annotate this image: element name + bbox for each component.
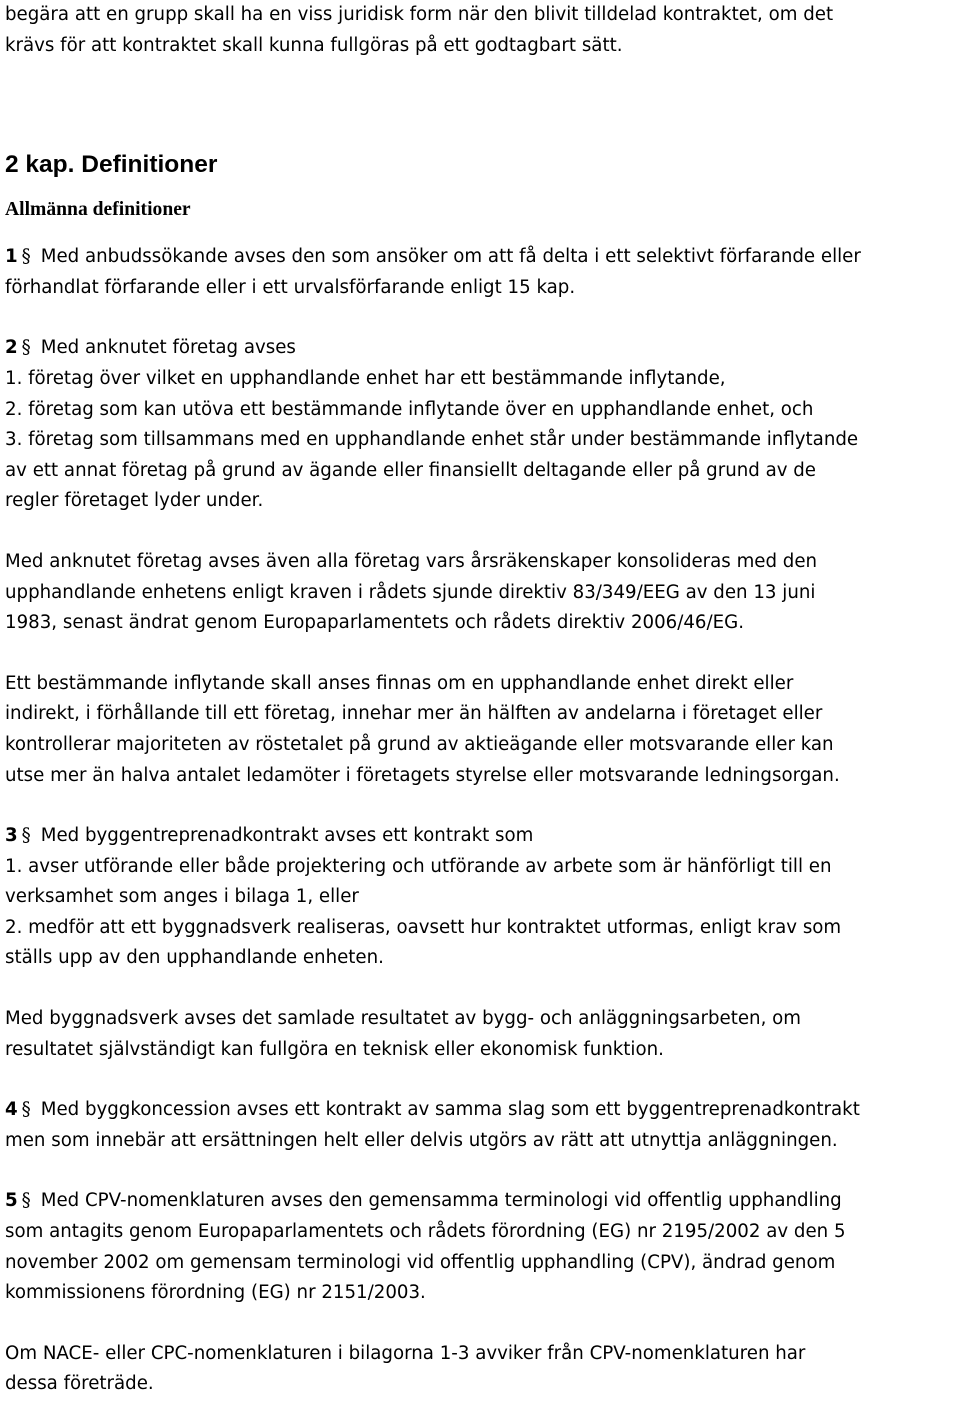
paragraph-2-continuation [5, 547, 957, 639]
paragraph-number: 4 [5, 1099, 18, 1121]
text-line: indirekt, i förhållande till ett företag, innehar mer än hälften av andelarna i företaget eller [5, 703, 823, 725]
section-heading: Allmänna definitioner [5, 199, 191, 221]
paragraph-5-continuation [5, 1339, 957, 1400]
paragraph-number: 3 [5, 825, 18, 847]
text-line: november 2002 om gemensam terminologi vid offentlig upphandling (CPV), ändrad genom [5, 1251, 836, 1273]
paragraph-text: Med anbudssökande avses den som ansöker om att få delta i ett selektivt förfarande eller [40, 246, 861, 268]
paragraph-1 [5, 242, 957, 303]
text-line: men som innebär att ersättningen helt eller delvis utgörs av rätt att utnyttja anläggningen. [5, 1129, 838, 1151]
chapter-title: 2 kap. Definitioner [5, 151, 218, 179]
section-sign: § [21, 1190, 31, 1212]
section-sign: § [21, 337, 31, 359]
text-line: resultatet självständigt kan fullgöra en teknisk eller ekonomisk funktion. [5, 1038, 664, 1060]
paragraph-4 [5, 1095, 957, 1156]
paragraph-number: 2 [5, 337, 18, 359]
text-line: 1983, senast ändrat genom Europaparlamentets och rådets direktiv 2006/46/EG. [5, 612, 744, 634]
text-line: dessa företräde. [5, 1373, 154, 1395]
text-line [5, 1095, 957, 1126]
list-item: 2. företag som kan utöva ett bestämmande inflytande över en upphandlande enhet, och [5, 398, 814, 420]
text-line: verksamhet som anges i bilaga 1, eller [5, 886, 359, 908]
text-line: krävs för att kontraktet skall kunna fullgöras på ett godtagbart sätt. [5, 34, 623, 56]
paragraph-2-continuation [5, 669, 957, 791]
text-line: ställs upp av den upphandlande enheten. [5, 947, 384, 969]
text-line: Med anknutet företag avses även alla företag vars årsräkenskaper konsolideras med den [5, 550, 818, 572]
text-line: Om NACE- eller CPC-nomenklaturen i bilagorna 1-3 avviker från CPV-nomenklaturen har [5, 1342, 806, 1364]
text-line: utse mer än halva antalet ledamöter i företagets styrelse eller motsvarande ledningsorgan. [5, 764, 840, 786]
paragraph-text: Med anknutet företag avses [40, 337, 296, 359]
list-item: 2. medför att ett byggnadsverk realiseras, oavsett hur kontraktet utformas, enligt krav som [5, 916, 842, 938]
text-line: begära att en grupp skall ha en viss juridisk form när den blivit tilldelad kontraktet, om det [5, 4, 834, 25]
text-line: Med byggnadsverk avses det samlade resultatet av bygg- och anläggningsarbeten, om [5, 1008, 801, 1030]
paragraph-3-continuation [5, 1004, 957, 1065]
text-line: förhandlat förfarande eller i ett urvalsförfarande enligt 15 kap. [5, 276, 576, 298]
paragraph-2 [5, 333, 957, 517]
text-line [5, 333, 957, 364]
paragraph-number: 5 [5, 1190, 18, 1212]
document-page [5, 0, 957, 1400]
section-sign: § [21, 246, 31, 268]
list-item: 1. avser utförande eller både projektering och utförande av arbete som är hänförligt till en [5, 855, 832, 877]
section-sign: § [21, 1099, 31, 1121]
text-line [5, 1186, 957, 1217]
paragraph-3 [5, 821, 957, 974]
paragraph-text: Med byggkoncession avses ett kontrakt av samma slag som ett byggentreprenadkontrakt [40, 1099, 860, 1121]
list-item: 1. företag över vilket en upphandlande enhet har ett bestämmande inflytande, [5, 367, 726, 389]
paragraph-5 [5, 1186, 957, 1308]
text-line [5, 821, 957, 852]
text-line: kontrollerar majoriteten av röstetalet på grund av aktieägande eller motsvarande eller kan [5, 733, 834, 755]
text-line [5, 242, 957, 273]
text-line: kommissionens förordning (EG) nr 2151/2003. [5, 1282, 426, 1304]
paragraph-text: Med byggentreprenadkontrakt avses ett kontrakt som [40, 825, 534, 847]
section-sign: § [21, 825, 31, 847]
text-line: upphandlande enhetens enligt kraven i rådets sjunde direktiv 83/349/EEG av den 13 juni [5, 581, 816, 603]
list-item: 3. företag som tillsammans med en upphandlande enhet står under bestämmande inflytande [5, 429, 859, 451]
paragraph-number: 1 [5, 246, 18, 268]
text-line: regler företaget lyder under. [5, 490, 264, 512]
text-line: Ett bestämmande inflytande skall anses finnas om en upphandlande enhet direkt eller [5, 672, 794, 694]
paragraph-text: Med CPV-nomenklaturen avses den gemensamma terminologi vid offentlig upphandling [40, 1190, 842, 1212]
text-line: som antagits genom Europaparlamentets och rådets förordning (EG) nr 2195/2002 av den 5 [5, 1221, 846, 1243]
text-line: av ett annat företag på grund av ägande eller finansiellt deltagande eller på grund av de [5, 459, 816, 481]
intro-paragraph [5, 0, 957, 61]
